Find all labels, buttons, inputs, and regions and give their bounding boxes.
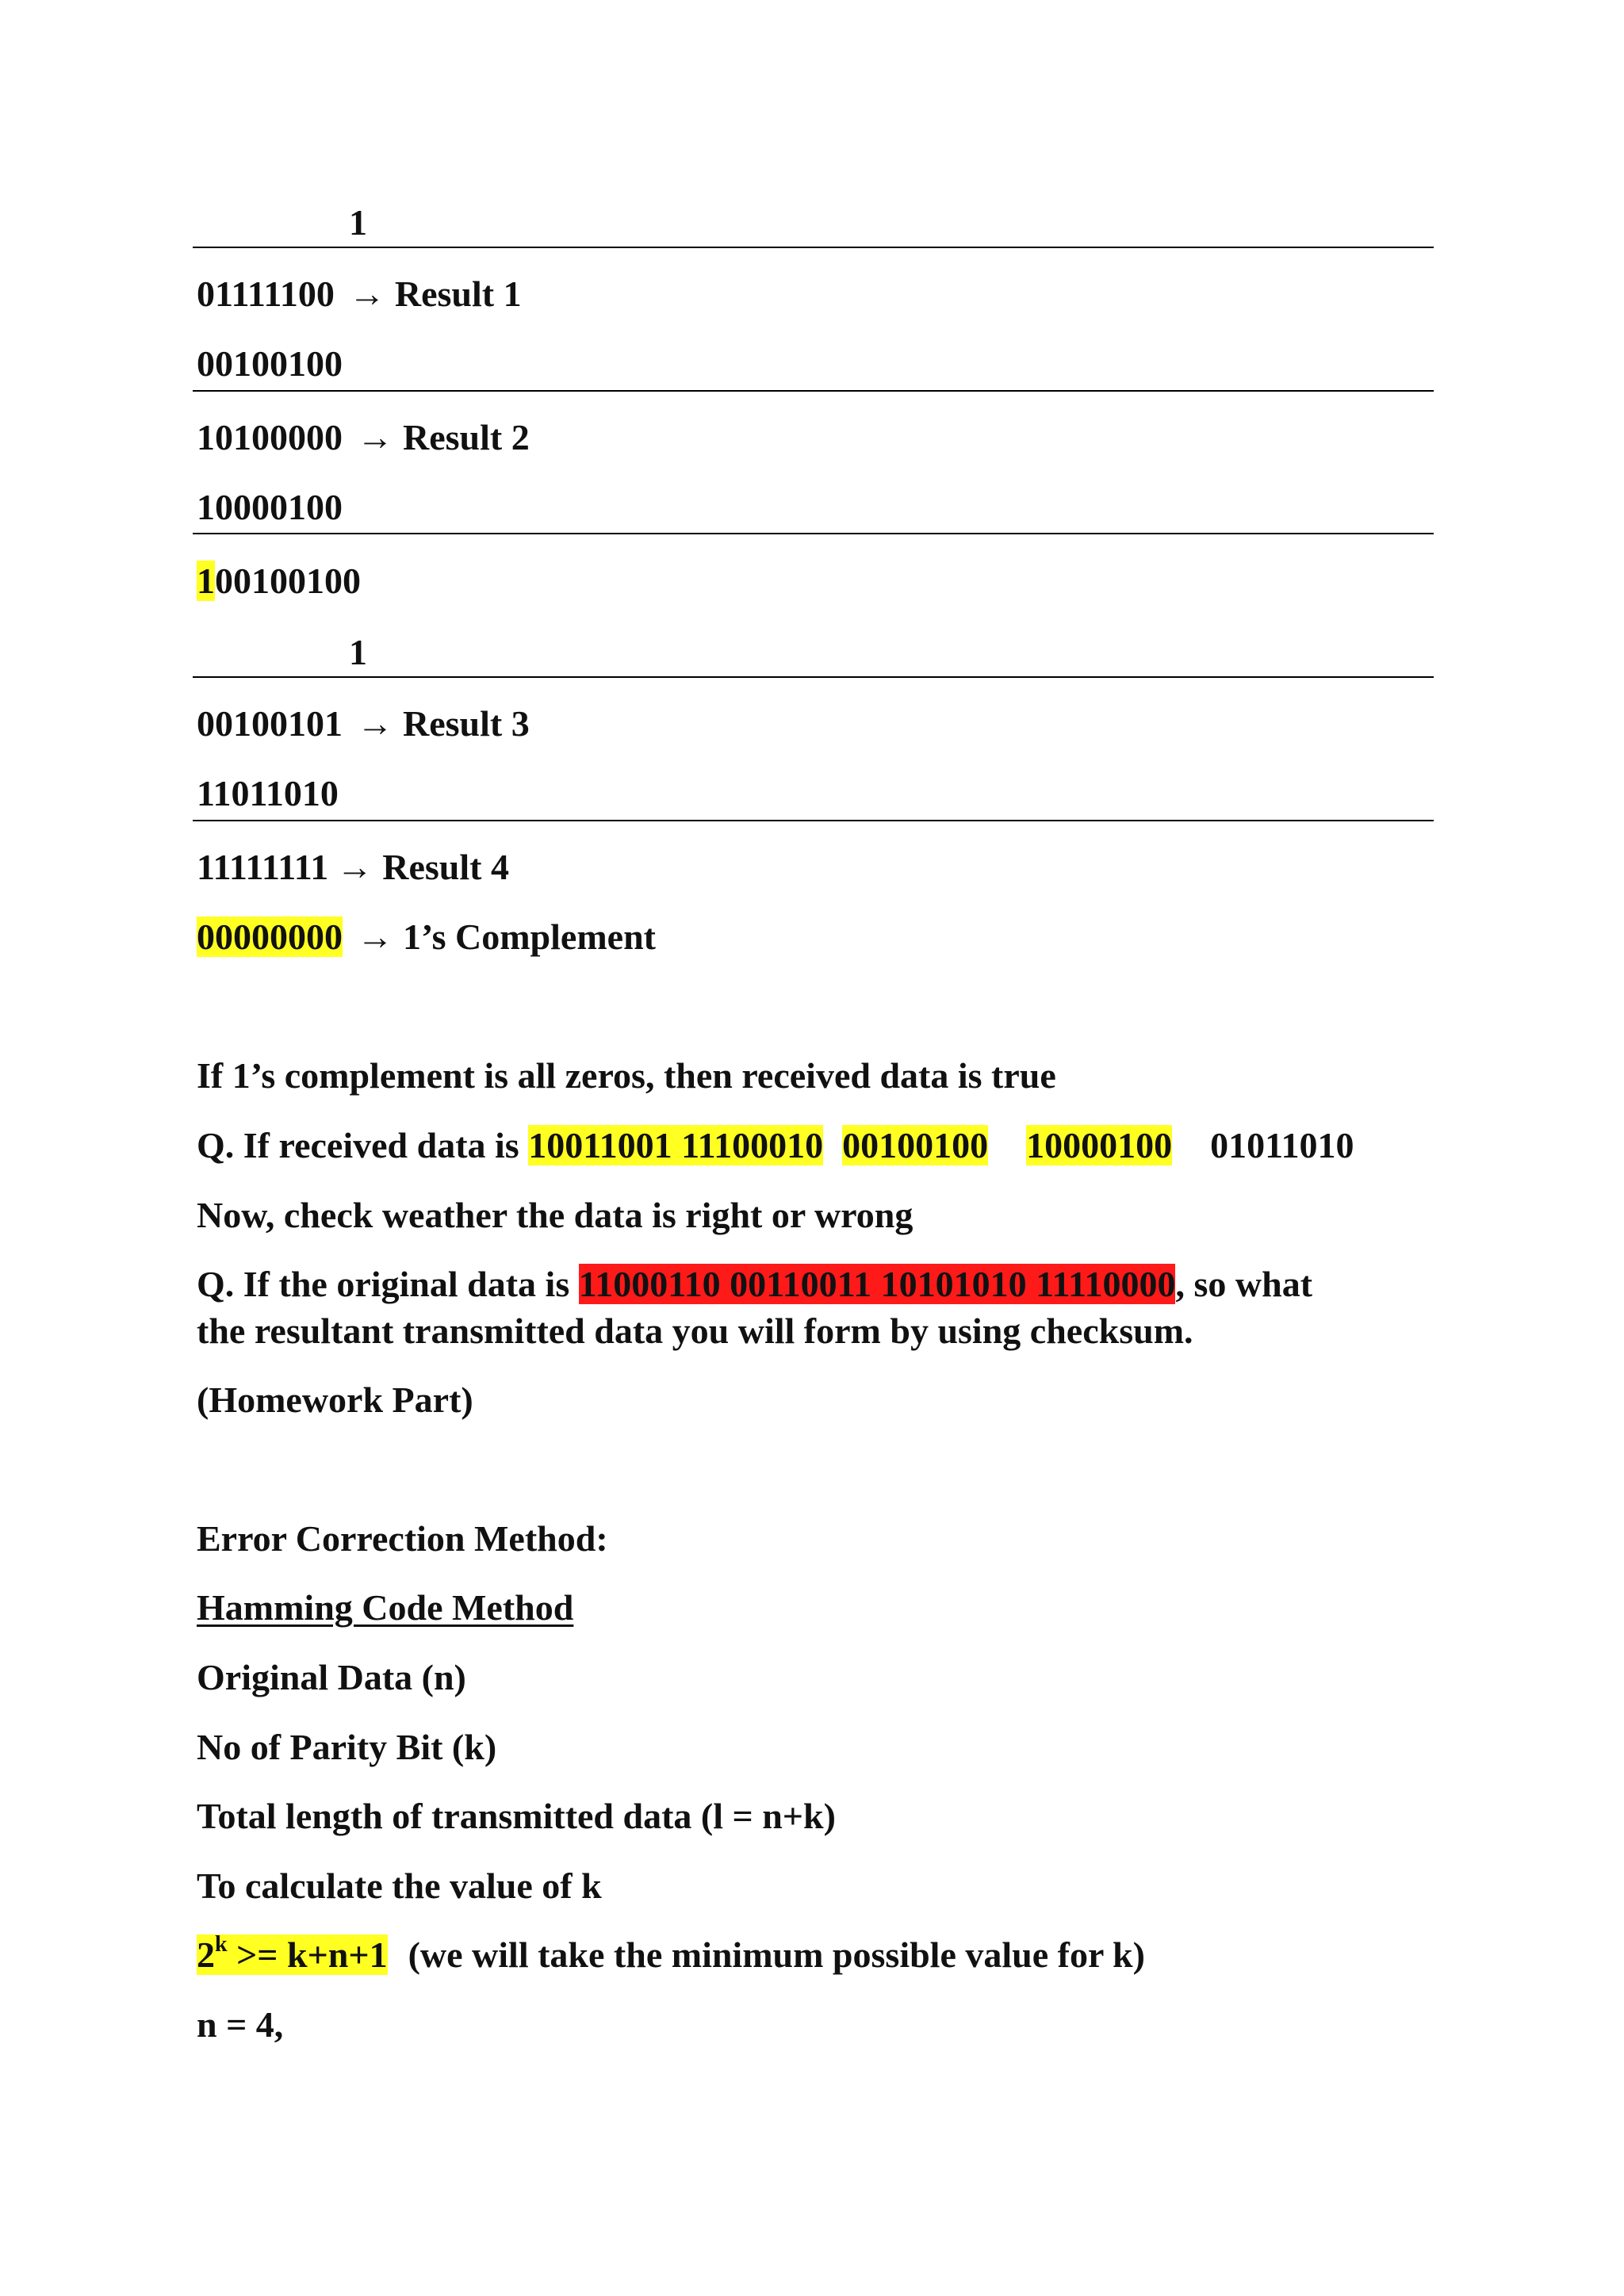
original-data-highlight: 11000110 00110011 10101010 11110000: [578, 1264, 1176, 1304]
complement-value: 00000000: [197, 916, 343, 957]
complement-row: [197, 916, 656, 957]
formula-line: [197, 1932, 1145, 1975]
received-word: 00100100: [842, 1125, 989, 1165]
result-4-label: Result 4: [382, 847, 509, 887]
right-arrow-icon: →: [357, 703, 393, 744]
right-arrow-icon: →: [348, 274, 385, 314]
sum-rule: [193, 676, 1434, 678]
question-1: [197, 1127, 1354, 1164]
received-word: 01011010: [1210, 1125, 1354, 1165]
right-arrow-icon: →: [357, 417, 393, 457]
overflow-carry-bit: 1: [197, 561, 215, 601]
result-2-label: Result 2: [403, 417, 530, 457]
sum-bits: 00100100: [215, 561, 361, 601]
sum-rule: [193, 390, 1434, 392]
overflow-sum-row: [197, 563, 361, 599]
question-2-prefix: Q. If the original data is: [197, 1264, 579, 1304]
result-1-label: Result 1: [394, 274, 522, 314]
right-arrow-icon: →: [357, 916, 393, 957]
definition-line: No of Parity Bit (k): [197, 1727, 497, 1767]
result-4-value: 11111111: [197, 847, 329, 887]
sum-rule: [193, 533, 1434, 534]
question-2-line-2: the resultant transmitted data you will form by using checksum.: [197, 1311, 1193, 1351]
formula-note: (we will take the minimum possible value for k): [408, 1934, 1145, 1975]
right-arrow-icon: →: [336, 847, 373, 887]
definition-line: To calculate the value of k: [197, 1866, 602, 1906]
rule-statement: If 1’s complement is all zeros, then received data is true: [197, 1055, 1056, 1096]
carry-digit: 1: [349, 202, 367, 243]
complement-label: 1’s Complement: [403, 916, 656, 957]
question-2: [197, 1266, 1312, 1303]
received-word: 10000100: [1026, 1125, 1173, 1165]
result-3-value: 00100101: [197, 703, 343, 744]
result-1-row: [197, 276, 522, 312]
addend-row: 11011010: [197, 773, 339, 813]
result-2-row: [197, 419, 530, 456]
sum-rule: [193, 247, 1434, 248]
n-value-line: n = 4,: [197, 2004, 284, 2045]
subsection-heading: Hamming Code Method: [197, 1587, 574, 1628]
sum-rule: [193, 820, 1434, 821]
parity-formula: $2^k >= k+n+1$: [197, 1932, 388, 1975]
received-word: 10011001 11100010: [528, 1125, 824, 1165]
question-1-line-2: Now, check weather the data is right or wrong: [197, 1195, 914, 1235]
result-3-row: [197, 703, 530, 744]
result-1-value: 01111100: [197, 274, 335, 314]
definition-line: Original Data (n): [197, 1657, 466, 1697]
result-3-label: Result 3: [403, 703, 530, 744]
question-1-prefix: Q. If received data is: [197, 1125, 529, 1165]
addend-row: 00100100: [197, 343, 343, 384]
carry-digit: 1: [349, 632, 367, 672]
question-2-suffix: , so what: [1175, 1264, 1313, 1304]
result-2-value: 10100000: [197, 417, 343, 457]
result-4-row: [197, 849, 509, 886]
homework-note: (Homework Part): [197, 1380, 473, 1420]
section-heading: Error Correction Method:: [197, 1518, 608, 1559]
definition-line: Total length of transmitted data (l = n+k): [197, 1796, 836, 1836]
addend-row: 10000100: [197, 487, 343, 527]
